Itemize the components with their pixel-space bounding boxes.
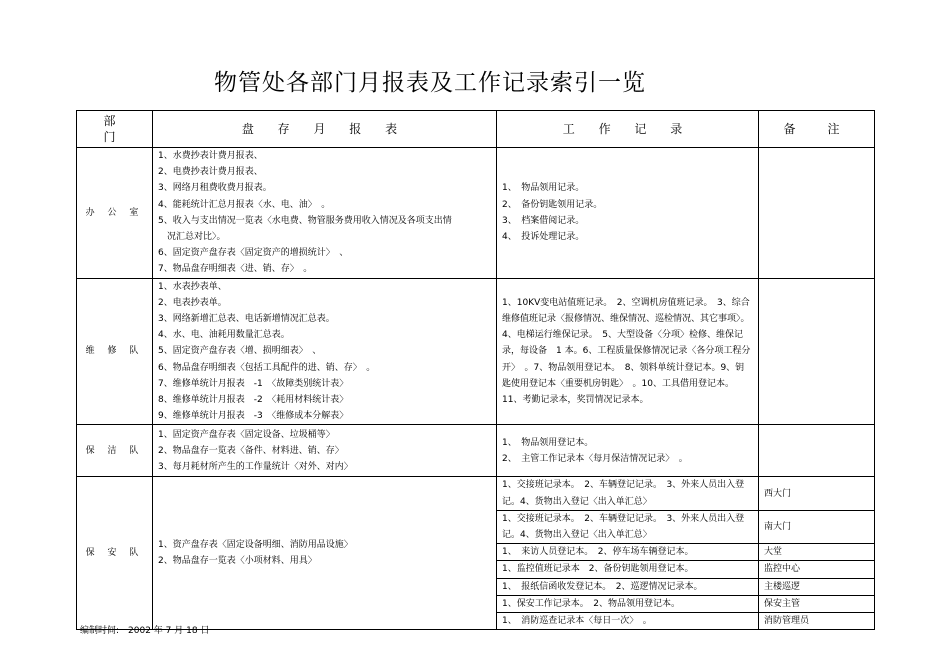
security-note: 主楼巡逻 xyxy=(759,578,875,595)
report-item: 1、水表抄表单、 xyxy=(158,281,227,292)
record-item: 2、 备份钥匙领用记录。 xyxy=(502,199,603,210)
security-row xyxy=(77,477,875,510)
security-note: 保安主管 xyxy=(759,595,875,612)
report-item: 2、物品盘存一览表〈小项材料、用具〉 xyxy=(158,556,317,567)
record-item: 1、 物品领用登记本。 xyxy=(502,437,594,448)
maintenance-note xyxy=(759,278,875,425)
office-note xyxy=(759,148,875,279)
office-row xyxy=(77,148,875,279)
maintenance-reports xyxy=(153,278,497,425)
cleaning-row xyxy=(77,425,875,477)
security-note: 监控中心 xyxy=(759,561,875,578)
report-item: 6、物品盘存明细表〈包括工具配件的进、销、存〉 。 xyxy=(158,362,376,373)
report-item: 2、物品盘存一览表〈备件、材料进、销、存〉 xyxy=(158,445,344,456)
office-reports xyxy=(153,148,497,279)
index-table xyxy=(76,110,875,630)
security-record: 1、 消防巡查记录本〈每日一次〉 。 xyxy=(497,613,759,630)
security-record: 1、交接班记录本。 2、车辆登记记录。 3、外来人员出入登记。4、货物出入登记〈出入单汇总〉 xyxy=(497,477,759,510)
report-item: 7、维修单统计月报表 -1 〈故障类别统计表〉 xyxy=(158,378,349,389)
report-item: 7、物品盘存明细表〈进、销、存〉 。 xyxy=(158,264,313,275)
record-text: 1、10KV变电站值班记录。 2、空调机房值班记录。 3、综合维修值班记录〈报修情况、维保情况、巡检情况、其它事项〉。4、电梯运行维保记录。 5、大型设备〈分项〉检修、维保记录，每设备 1 本。6、工程质量保修情况记录〈各分项工程分开〉 。7、物品领用登记本。 8、领料单统计登记本。9、钥匙使用登记本〈重要机房钥匙〉 。10、工具借用登记本。 11、考勤记录本，奖罚情况记录本。 xyxy=(502,297,751,406)
header-dept: 部 门 xyxy=(77,111,153,148)
maintenance-row xyxy=(77,278,875,425)
report-item: 8、维修单统计月报表 -2 〈耗用材料统计表〉 xyxy=(158,395,349,406)
header-reports: 盘 存 月 报 表 xyxy=(153,111,497,148)
dept-maintenance: 维 修 队 xyxy=(77,278,153,425)
cleaning-note xyxy=(759,425,875,477)
cleaning-reports xyxy=(153,425,497,477)
security-record: 1、监控值班记录本 2、备份钥匙领用登记本。 xyxy=(497,561,759,578)
security-record: 1、 报纸信函收发登记本。 2、巡逻情况记录本。 xyxy=(497,578,759,595)
report-item: 9、维修单统计月报表 -3 〈维修成本分解表〉 xyxy=(158,411,349,422)
security-note: 西大门 xyxy=(759,477,875,510)
office-records xyxy=(497,148,759,279)
security-note: 消防管理员 xyxy=(759,613,875,630)
report-item: 2、电表抄表单。 xyxy=(158,297,227,308)
report-item: 1、固定资产盘存表〈固定设备、垃圾桶等〉 xyxy=(158,429,335,440)
security-record: 1、交接班记录本。 2、车辆登记记录。 3、外来人员出入登记。4、货物出入登记〈出入单汇总〉 xyxy=(497,510,759,543)
security-reports xyxy=(153,477,497,630)
report-item: 3、网络新增汇总表、电话新增情况汇总表。 xyxy=(158,314,335,325)
header-records: 工 作 记 录 xyxy=(497,111,759,148)
dept-security: 保 安 队 xyxy=(77,477,153,630)
record-item: 2、 主管工作记录本〈每月保洁情况记录〉 。 xyxy=(502,453,688,464)
report-item: 况汇总对比〉。 xyxy=(158,232,226,243)
report-item: 1、水费抄表计费月报表、 xyxy=(158,151,263,161)
report-item: 4、水、电、油耗用数量汇总表。 xyxy=(158,330,290,341)
report-item: 3、网络月租费收费月报表。 xyxy=(158,183,272,194)
record-item: 1、 物品领用记录。 xyxy=(502,183,585,194)
security-note: 大堂 xyxy=(759,544,875,561)
report-item: 2、电费抄表计费月报表、 xyxy=(158,167,263,178)
security-record: 1、保安工作记录本。 2、物品领用登记本。 xyxy=(497,595,759,612)
report-item: 5、收入与支出情况一览表〈水电费、物管服务费用收入情况及各项支出情 xyxy=(158,215,452,226)
maintenance-records xyxy=(497,278,759,425)
report-item: 4、能耗统计汇总月报表〈水、电、油〉 。 xyxy=(158,199,331,210)
header-notes: 备 注 xyxy=(759,111,875,148)
dept-office: 办 公 室 xyxy=(77,148,153,279)
compile-date: 编制时间: 2002 年 7 月 18 日 xyxy=(80,626,210,636)
report-item: 6、固定资产盘存表〈固定资产的增损统计〉 、 xyxy=(158,248,349,259)
dept-cleaning: 保 洁 队 xyxy=(77,425,153,477)
page-title: 物管处各部门月报表及工作记录索引一览 xyxy=(214,70,646,96)
report-item: 3、每月耗材所产生的工作量统计〈对外、对内〉 xyxy=(158,462,353,473)
cleaning-records xyxy=(497,425,759,477)
record-item: 4、 投诉处理记录。 xyxy=(502,232,585,243)
header-row xyxy=(77,111,875,148)
security-note: 南大门 xyxy=(759,510,875,543)
report-item: 5、固定资产盘存表〈增、损明细表〉 、 xyxy=(158,346,322,357)
record-item: 3、 档案借阅记录。 xyxy=(502,215,585,226)
report-item: 1、资产盘存表〈固定设备明细、消防用品设施〉 xyxy=(158,540,353,551)
security-record: 1、 来访人员登记本。 2、停车场车辆登记本。 xyxy=(497,544,759,561)
